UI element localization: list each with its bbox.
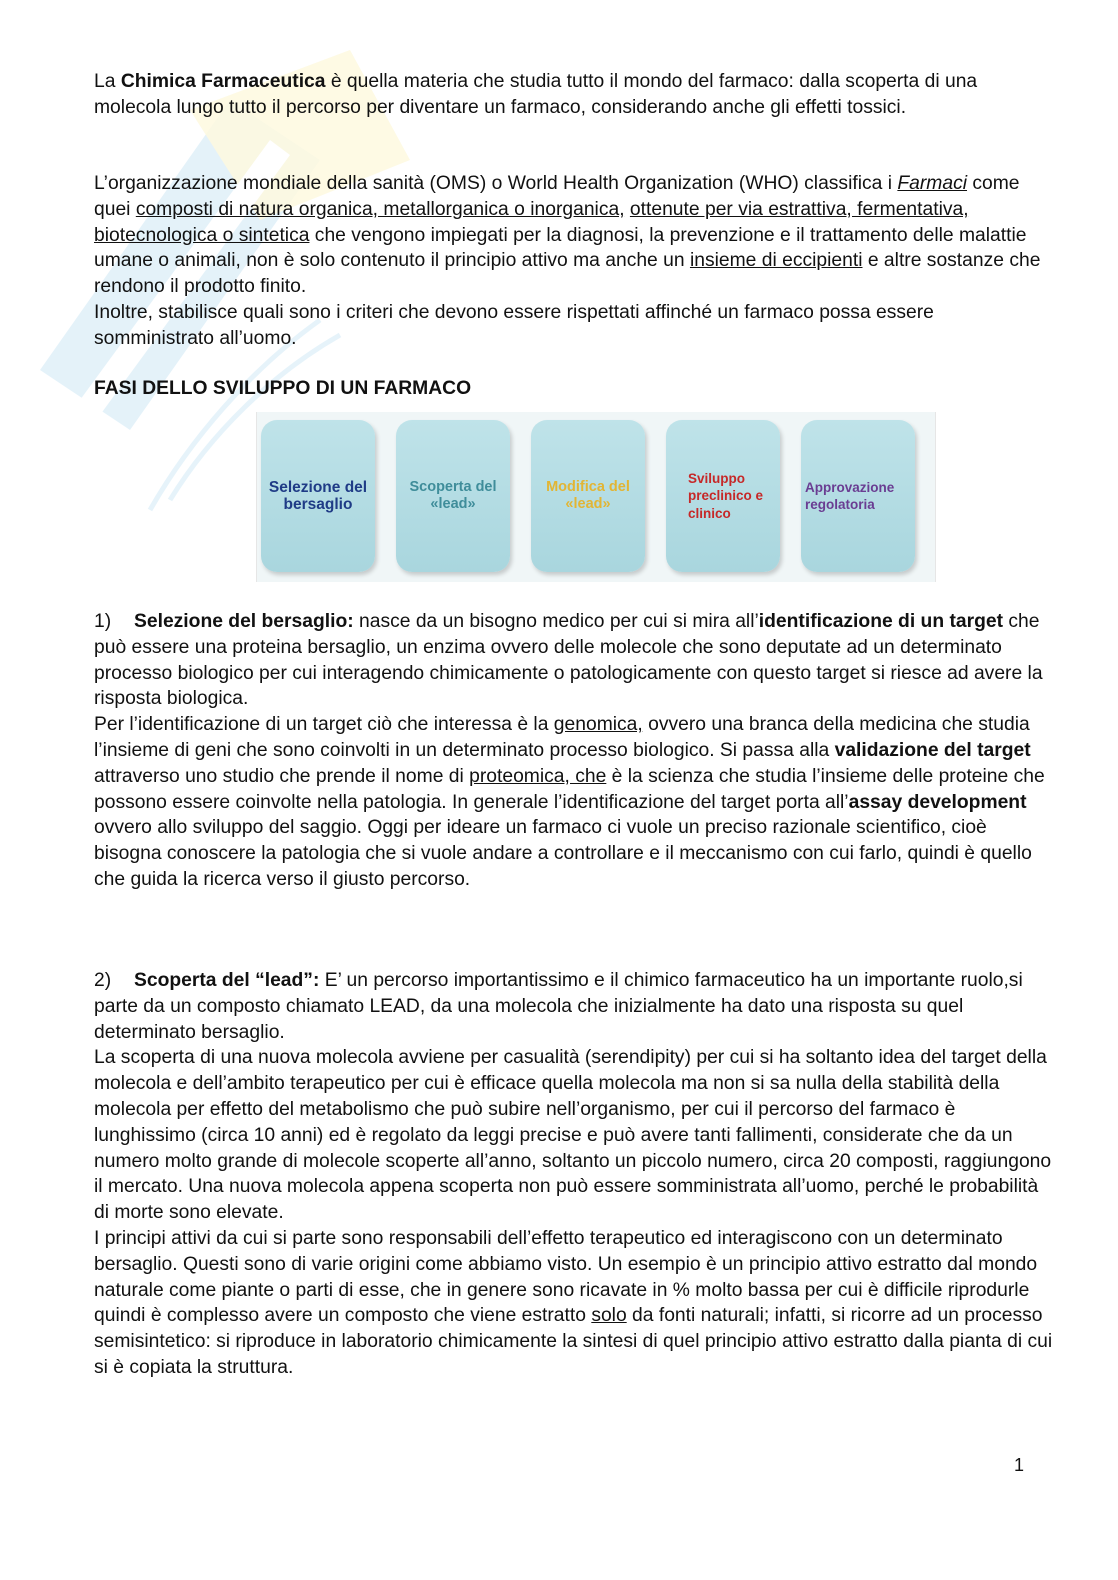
- oms-paragraph: L’organizzazione mondiale della sanità (OMS) o World Health Organization (WHO) classifica i Farmaci come quei composti di natura organica, metallorganica o inorganica, ottenute per via estrattiva, fermentativa, biotecnologica o sintetica che vengono impiegati per la diagnosi, la prevenzione e il trattamento delle malattie umane o animali, non è solo contenuto il principio attivo ma anche un insieme di eccipienti e altre sostanze che rendono il prodotto finito. Inoltre, stabilisce quali sono i criteri che devono essere rispettati affinché un farmaco possa essere somministrato all’uomo.: [94, 171, 1054, 352]
- underlined-composti: composti di natura organica, metallorganica o inorganica,: [135, 198, 625, 220]
- phase-step-development: Sviluppo preclinico e clinico: [666, 420, 780, 572]
- section-number: 2): [94, 970, 112, 991]
- underlined-proteomica: proteomica, che: [469, 765, 607, 787]
- section-heading: FASI DELLO SVILUPPO DI UN FARMACO: [94, 378, 472, 399]
- page-number: 1: [1014, 1455, 1025, 1475]
- section-number: 1): [94, 611, 112, 632]
- criteria-sentence: Inoltre, stabilisce quali sono i criteri che devono essere rispettati affinché un farmaco possa essere somministrato all’uomo.: [94, 301, 934, 349]
- phase-step-regulatory-approval: Approvazione regolatoria: [801, 420, 915, 572]
- section-title: Scoperta del “lead”:: [134, 970, 320, 991]
- section-2-paragraph: 2) Scoperta del “lead”: E’ un percorso importantissimo e il chimico farmaceutico ha un importante ruolo,si parte da un composto chiamato LEAD, da una molecola che inizialmente ha dato una risposta su quel determinato bersaglio. La scoperta di una nuova molecola avviene per casualità (serendipity) per cui si ha soltanto idea del target della molecola e dell’ambito terapeutico per cui è efficace quella molecola ma non si sa nulla della stabilità della molecola per effetto del metabolismo che può subire nell’organismo, per cui il percorso del farmaco è lunghissimo (circa 10 anni) ed è regolato da leggi precise e può avere tanti fallimenti, considerate che da un numero molto grande di molecole scoperte all’anno, soltanto un piccolo numero, circa 20 composti, raggiungono il mercato. Una nuova molecola appena scoperta non può essere somministrata all’uomo, perché le probabilità di morte sono elevate. I principi attivi da cui si parte sono responsabili dell’effetto terapeutico ed interagiscono con un determinato bersaglio. Questi sono di varie origini come abbiamo visto. Un esempio è un principio attivo estratto dal mondo naturale come piante o parti di esse, che in genere sono ricavate in % molto bassa per cui è difficile riprodurle quindi è complesso avere un composto che viene estratto solo da fonti naturali; infatti, si ricorre ad un processo semisintetico: si riproduce in laboratorio chimicamente la sintesi di quel principio attivo estratto dalla pianta di cui si è copiata la struttura.: [94, 970, 1053, 1378]
- phase-step-lead-modification: Modifica del «lead»: [531, 420, 645, 572]
- underlined-solo: solo: [591, 1305, 627, 1327]
- underlined-eccipienti: insieme di eccipienti: [689, 250, 863, 272]
- phase-step-target-selection: Selezione del bersaglio: [261, 420, 375, 572]
- term-chimica-farmaceutica: Chimica Farmaceutica: [120, 71, 326, 92]
- intro-paragraph: La Chimica Farmaceutica è quella materia che studia tutto il mondo del farmaco: dalla scoperta di una molecola lungo tutto il percorso per diventare un farmaco, considerando anche gli effetti tossici.: [94, 71, 978, 118]
- section-title: Selezione del bersaglio:: [134, 611, 354, 632]
- section-1-paragraph: 1) Selezione del bersaglio: nasce da un bisogno medico per cui si mira all’identificazione di un target che può essere una proteina bersaglio, un enzima ovvero delle molecole che sono deputate ad un determinato processo biologico per cui interagendo chimicamente o patologicamente con questo target si riesce ad avere la risposta biologica. Per l’identificazione di un target ciò che interessa è la genomica, ovvero una branca della medicina che studia l’insieme di geni che sono coinvolti in un determinato processo biologico. Si passa alla validazione del target attraverso uno studio che prende il nome di proteomica, che è la scienza che studia l’insieme delle proteine che possono essere coinvolte nella patologia. In generale l’identificazione del target porta all’assay development ovvero allo sviluppo del saggio. Oggi per ideare un farmaco ci vuole un preciso razionale scientifico, cioè bisogna conoscere la patologia che si vuole andare a controllare e il meccanismo con cui farlo, quindi è quello che guida la ricerca verso il giusto percorso.: [94, 611, 1045, 890]
- drug-development-phases-diagram: [256, 412, 936, 582]
- underlined-ottenute: ottenute per via estrattiva, fermentativa, biotecnologica o sintetica: [94, 198, 969, 246]
- term-farmaci: Farmaci: [897, 173, 968, 194]
- phase-step-lead-discovery: Scoperta del «lead»: [396, 420, 510, 572]
- underlined-genomica: genomica,: [553, 714, 643, 736]
